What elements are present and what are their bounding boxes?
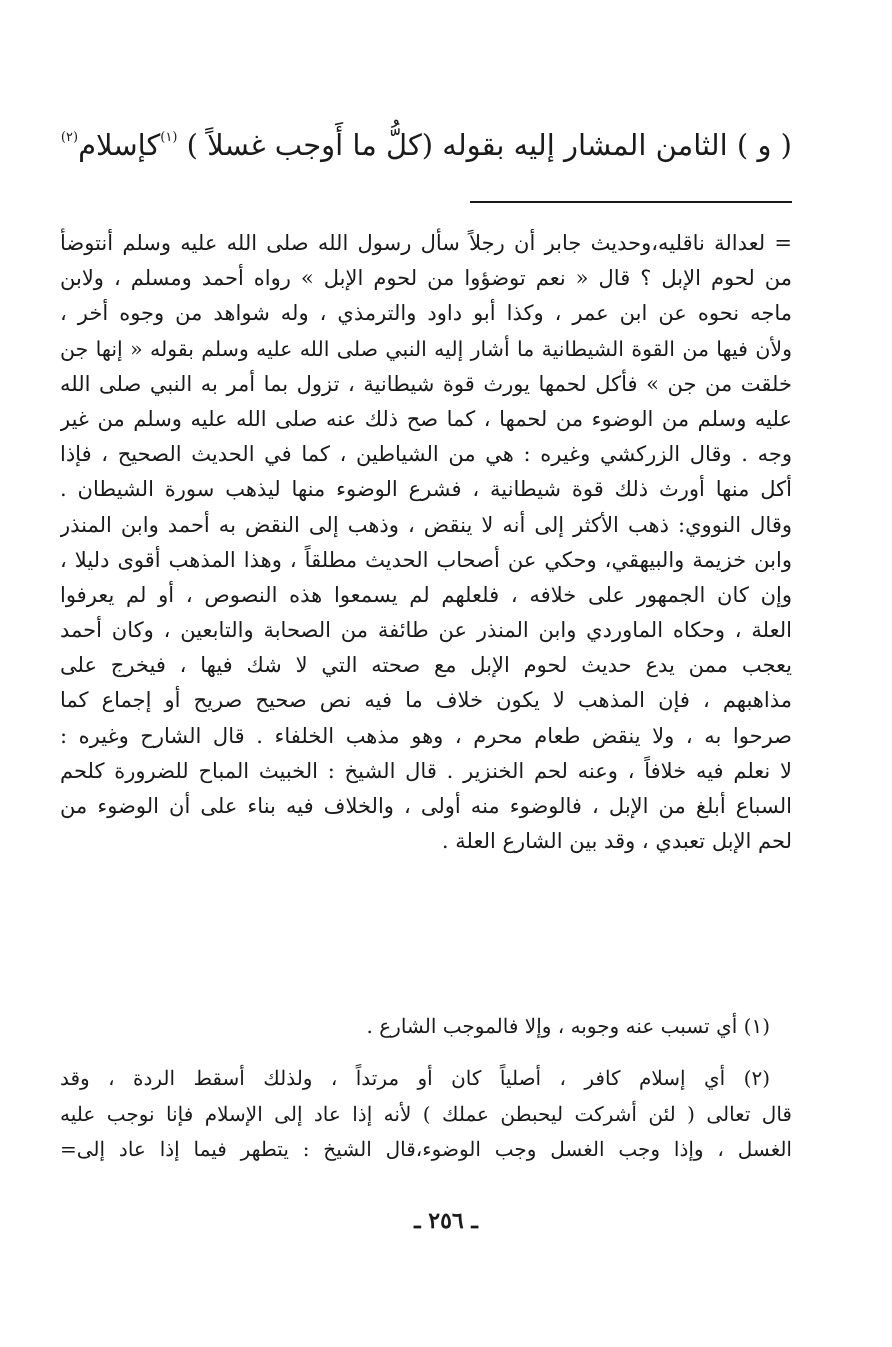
- heading-main: ( و ) الثامن المشار إليه بقوله (كلُّ ما أَوجب غسلاً ): [186, 128, 792, 162]
- text-line: يعجب ممن يدع حديث لحوم الإبل مع صحته التي لا شك فيها ، فيخرج على: [60, 653, 792, 678]
- footnote-1: [60, 1009, 792, 1045]
- text-line: صرحوا به ، ولا ينقض طعام محرم ، وهو مذهب الخلفاء . قال الشارح وغيره :: [60, 723, 792, 748]
- footnote-line: الغسل ، وإذا وجب الغسل وجب الوضوء،قال الشيخ : يتطهر فيما إذا عاد إلى=: [60, 1137, 792, 1161]
- text-line: لا نعلم فيه خلافاً ، وعنه لحم الخنزير . قال الشيخ : الخبيث المباح للضرورة كلحم: [60, 758, 792, 783]
- text-line: وإن كان الجمهور على خلافه ، فلعلهم لم يسمعوا هذه النصوص ، أو لم يعرفوا: [60, 582, 792, 607]
- text-line: عليه وسلم من الوضوء من لحمها ، كما صح ذلك عنه صلى الله عليه وسلم من غير: [60, 406, 792, 431]
- text-line: وجه . وقال الزركشي وغيره : هي من الشياطين ، كما في الحديث الصحيح ، فإذا: [60, 442, 792, 467]
- text-line: لحم الإبل تعبدي ، وقد بين الشارع العلة .: [441, 829, 792, 854]
- footnote-separator-rule: [470, 201, 792, 203]
- text-line: ماجه نحوه عن ابن عمر ، وكذا أبو داود والترمذي ، وله شواهد من وجوه أخر ،: [60, 301, 792, 326]
- footnote-line: قال تعالى ( لئن أشركت ليحبطن عملك ) لأنه إذا عاد إلى الإسلام فإنا نوجب عليه: [60, 1101, 792, 1126]
- text-line: من لحوم الإبل ؟ قال « نعم توضؤوا من لحوم الإبل » رواه أحمد ومسلم ، ولابن: [60, 266, 792, 291]
- footnote-line: (٢) أي إسلام كافر ، أصلياً كان أو مرتداً ، ولذلك أسقط الردة ، وقد: [60, 1066, 770, 1090]
- footnote-ref-1: (١): [160, 130, 178, 145]
- page-number: ـ ٢٥٦ ـ: [414, 1208, 478, 1234]
- footnote-2: [60, 1061, 792, 1168]
- text-line: العلة ، وحكاه الماوردي وابن المنذر عن طائفة من الصحابة والتابعين ، وكان أحمد: [60, 618, 792, 643]
- text-line: السباع أبلغ من الإبل ، فالوضوء منه أولى ، والخلاف فيه بناء على أن الوضوء من: [60, 794, 792, 818]
- text-line: وابن خزيمة والبيهقي، وحكي عن أصحاب الحديث مطلقاً ، وهذا المذهب أقوى دليلا ،: [60, 547, 792, 572]
- text-line: مذاهبهم ، فإن المذهب لا يكون خلاف ما فيه نص صحيح صريح أو إجماع كما: [60, 688, 792, 713]
- footnote-line: (١) أي تسبب عنه وجوبه ، وإلا فالموجب الشارع .: [366, 1014, 770, 1038]
- text-line: أكل منها أورث ذلك قوة شيطانية ، فشرع الوضوء منها ليذهب سورة الشيطان .: [60, 477, 792, 502]
- section-heading: [60, 118, 792, 165]
- text-line: ولأن فيها من القوة الشيطانية ما أشار إليه النبي صلى الله عليه وسلم بقوله « إنها جن: [60, 336, 792, 361]
- commentary-text: [60, 226, 792, 859]
- text-line: وقال النووي: ذهب الأكثر إلى أنه لا ينقض ، وذهب إلى النقض به أحمد وابن المنذر: [60, 512, 792, 537]
- text-line: خلقت من جن » فأكل لحمها يورث قوة شيطانية ، تزول بما أمر به النبي صلى الله: [60, 371, 792, 396]
- heading-tail: كإسلام: [78, 128, 161, 162]
- text-line: = لعدالة ناقليه،وحديث جابر أن رجلاً سأل رسول الله صلى الله عليه وسلم أنتوضأ: [60, 231, 792, 255]
- footnote-ref-2: (٢): [60, 130, 79, 145]
